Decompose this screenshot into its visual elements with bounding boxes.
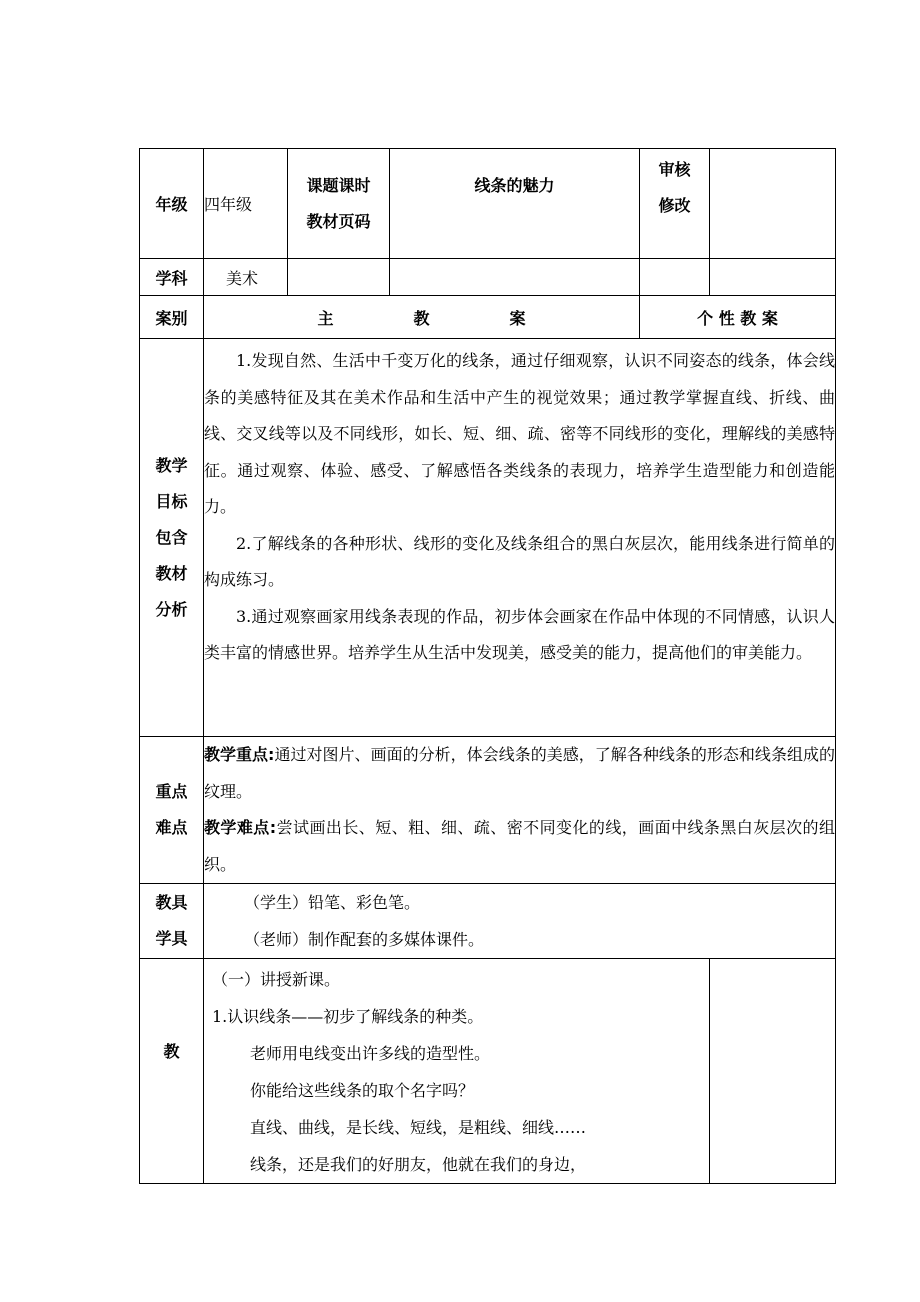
subject-empty-4 [710,259,836,296]
grade-value: 四年级 [204,149,288,259]
tools-row [140,884,836,959]
teaching-line-2: 1.认识线条——初步了解线条的种类。 [212,1007,484,1026]
tools-label-2: 学具 [155,929,188,948]
key-points-label [140,737,204,884]
teaching-row [140,959,836,1184]
objective-paragraph-1: 1.发现自然、生活中千变万化的线条，通过仔细观察，认识不同姿态的线条，体会线条的美感特征及其在美术作品和生活中产生的视觉效果；通过教学掌握直线、折线、曲线、交叉线等以及不同线形，如长、短、细、疏、密等不同线形的变化，理解线的美感特征。通过观察、体验、感受、了解感悟各类线条的表现力，培养学生造型能力和创造能力。 [204,351,835,516]
topic-label-line-1: 课题课时 [306,175,371,195]
tools-content [204,884,836,959]
tools-label [140,884,204,959]
key-points-label-2: 难点 [155,818,188,837]
objectives-label-4: 教材 [155,563,188,583]
subject-empty-3 [640,259,710,296]
main-plan-label: 主 教 案 [204,296,640,339]
objectives-label-5: 分析 [155,599,188,619]
teaching-line-1: （一）讲授新课。 [212,970,341,989]
objective-paragraph-2: 2.了解线条的各种形状、线形的变化及线条组合的黑白灰层次，能用线条进行简单的构成练习。 [204,533,835,589]
review-label-line-1: 审核 [658,160,691,179]
key-points-content [204,737,836,884]
objectives-row [140,339,836,737]
teaching-personal-notes [710,959,836,1184]
header-row [140,149,836,259]
objectives-label-2: 目标 [155,491,188,511]
teaching-label: 教 [140,959,204,1184]
subject-label: 学科 [140,259,204,296]
objectives-content [204,339,836,737]
focus-text: 通过对图片、画面的分析，体会线条的美感，了解各种线条的形态和线条组成的纹理。 [204,745,835,801]
difficulty-label: 教学难点: [204,818,277,837]
topic-label [288,149,390,259]
key-points-row [140,737,836,884]
objectives-label [140,339,204,737]
review-label [640,149,710,259]
topic-value: 线条的魅力 [390,149,640,259]
case-label: 案别 [140,296,204,339]
subject-empty-2 [390,259,640,296]
difficulty-paragraph [204,810,835,883]
focus-paragraph [204,737,835,810]
review-label-line-2: 修改 [658,196,691,215]
tools-teacher: （老师）制作配套的多媒体课件。 [244,930,485,949]
key-points-label-1: 重点 [155,782,188,801]
difficulty-text: 尝试画出长、短、粗、细、疏、密不同变化的线，画面中线条黑白灰层次的组织。 [204,818,835,874]
teaching-line-6: 线条，还是我们的好朋友，他就在我们的身边， [250,1155,587,1174]
personal-plan-label: 个 性 教 案 [640,296,836,339]
tools-label-1: 教具 [155,893,188,912]
subject-empty-1 [288,259,390,296]
objectives-label-1: 教学 [155,455,188,475]
teaching-content [204,959,710,1184]
lesson-plan-table [139,148,836,1184]
objectives-label-3: 包含 [155,527,188,547]
review-value [710,149,836,259]
teaching-line-4: 你能给这些线条的取个名字吗？ [250,1081,475,1100]
case-row [140,296,836,339]
topic-label-line-2: 教材页码 [306,211,371,231]
tools-student: （学生）铅笔、彩色笔。 [244,893,421,912]
objective-paragraph-3: 3.通过观察画家用线条表现的作品，初步体会画家在作品中体现的不同情感，认识人类丰富的情感世界。培养学生从生活中发现美，感受美的能力，提高他们的审美能力。 [204,606,835,662]
subject-row [140,259,836,296]
grade-label: 年级 [140,149,204,259]
focus-label: 教学重点: [204,745,275,764]
teaching-line-5: 直线、曲线，是长线、短线，是粗线、细线…… [250,1118,587,1137]
subject-value: 美术 [204,259,288,296]
teaching-line-3: 老师用电线变出许多线的造型性。 [250,1044,491,1063]
